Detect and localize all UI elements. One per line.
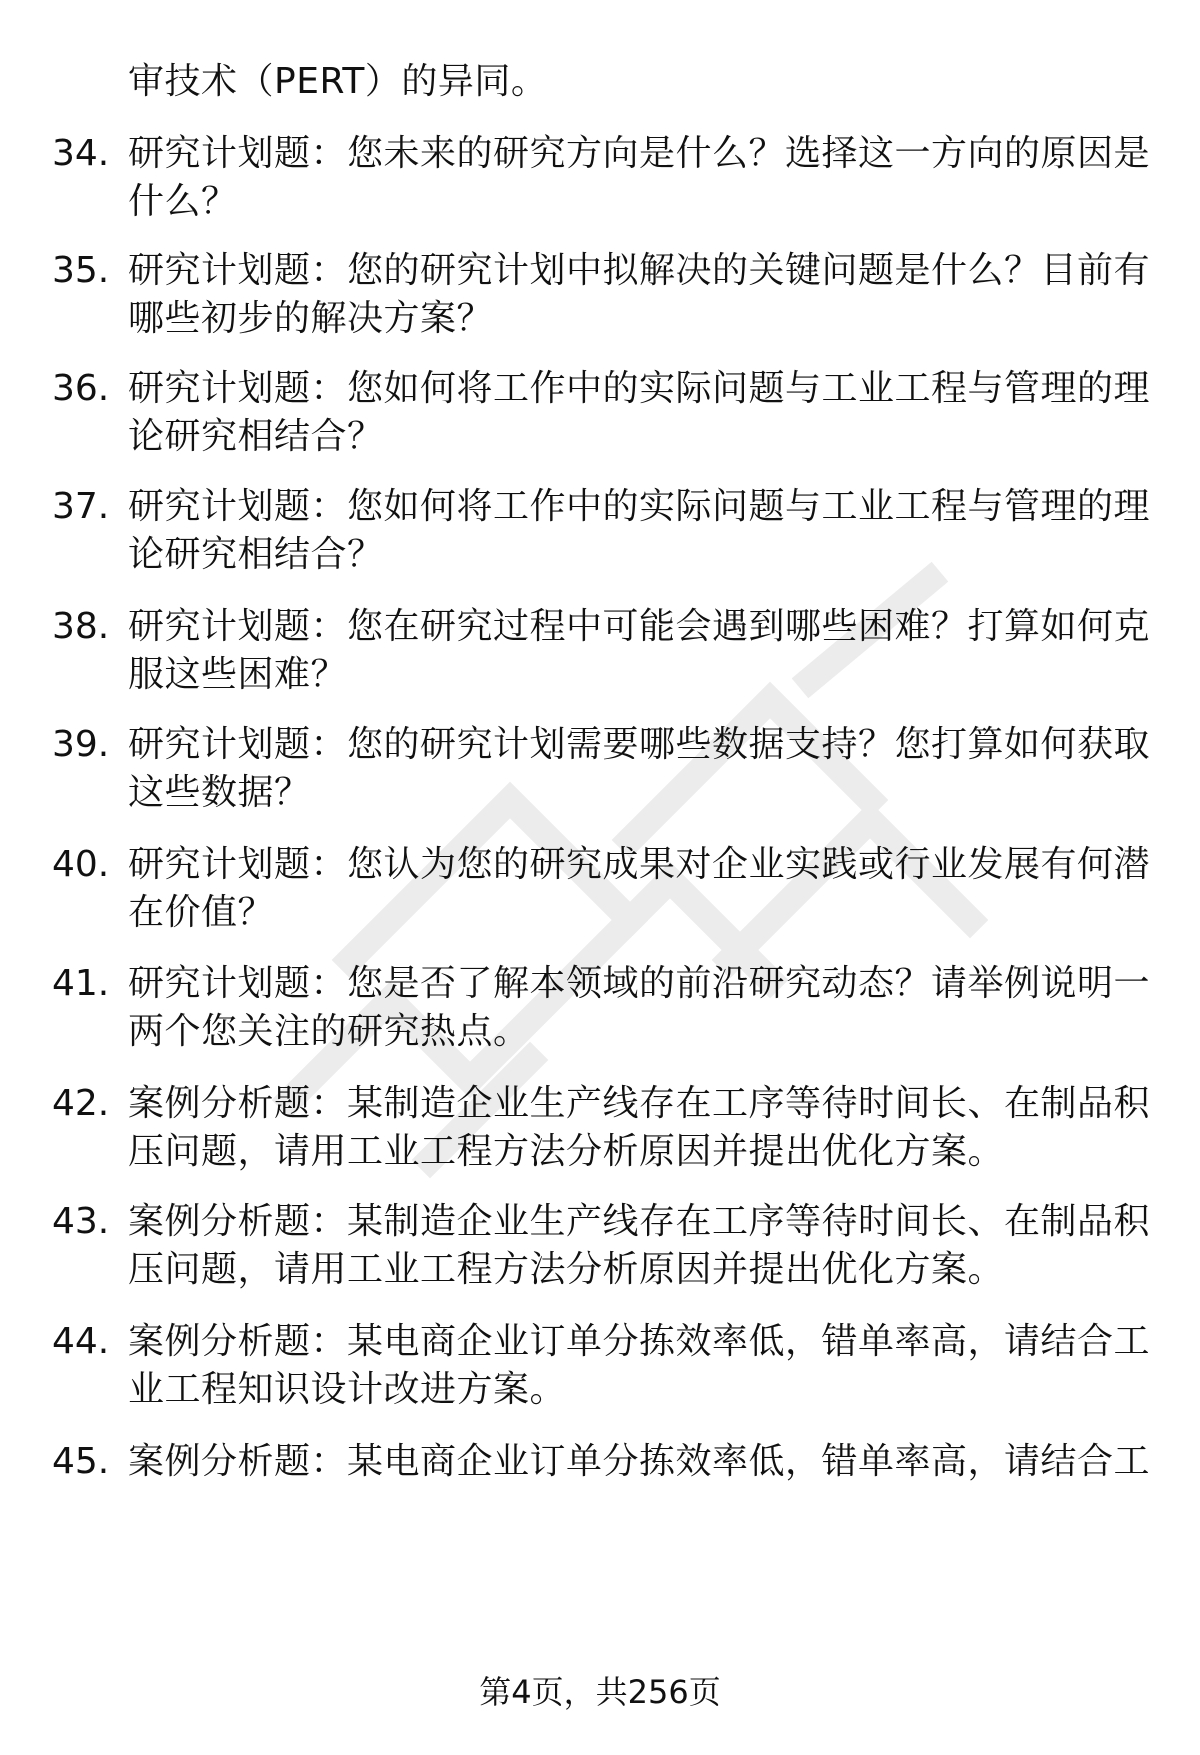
question-number: 34. [52, 133, 110, 174]
continuation-line: 审技术（PERT）的异同。 [128, 61, 548, 102]
question-text-line: 业工程知识设计改进方案。 [128, 1369, 567, 1410]
question-text-line: 研究计划题：您如何将工作中的实际问题与工业工程与管理的理 [128, 368, 1151, 409]
page-footer: 第4页，共256页 [479, 1673, 721, 1711]
question-text-line: 哪些初步的解决方案？ [128, 298, 494, 339]
question-text-line: 研究计划题：您认为您的研究成果对企业实践或行业发展有何潜 [128, 844, 1151, 885]
question-text-line: 什么？ [128, 181, 238, 222]
question-text-line: 压问题，请用工业工程方法分析原因并提出优化方案。 [128, 1131, 1005, 1172]
question-text-line: 两个您关注的研究热点。 [128, 1011, 530, 1052]
question-text-line: 论研究相结合？ [128, 416, 384, 457]
question-number: 36. [52, 368, 110, 409]
question-text-line: 这些数据？ [128, 772, 311, 813]
question-number: 44. [52, 1321, 110, 1362]
question-number: 45. [52, 1441, 110, 1482]
question-text-line: 在价值？ [128, 892, 275, 933]
question-number: 42. [52, 1083, 110, 1124]
question-text-line: 论研究相结合？ [128, 534, 384, 575]
question-text-line: 案例分析题：某电商企业订单分拣效率低，错单率高，请结合工 [128, 1441, 1151, 1482]
question-text-line: 研究计划题：您如何将工作中的实际问题与工业工程与管理的理 [128, 486, 1151, 527]
question-text-line: 服这些困难？ [128, 654, 348, 695]
question-number: 35. [52, 250, 110, 291]
question-text-line: 研究计划题：您在研究过程中可能会遇到哪些困难？打算如何克 [128, 606, 1151, 647]
question-number: 41. [52, 963, 110, 1004]
question-text-line: 案例分析题：某电商企业订单分拣效率低，错单率高，请结合工 [128, 1321, 1151, 1362]
question-number: 43. [52, 1201, 110, 1242]
question-text-line: 案例分析题：某制造企业生产线存在工序等待时间长、在制品积 [128, 1201, 1151, 1242]
question-text-line: 压问题，请用工业工程方法分析原因并提出优化方案。 [128, 1249, 1005, 1290]
question-number: 37. [52, 486, 110, 527]
question-number: 38. [52, 606, 110, 647]
question-text-line: 研究计划题：您的研究计划需要哪些数据支持？您打算如何获取 [128, 724, 1151, 765]
question-number: 40. [52, 844, 110, 885]
question-text-line: 研究计划题：您的研究计划中拟解决的关键问题是什么？目前有 [128, 250, 1151, 291]
question-text-line: 案例分析题：某制造企业生产线存在工序等待时间长、在制品积 [128, 1083, 1151, 1124]
question-text-line: 研究计划题：您是否了解本领域的前沿研究动态？请举例说明一 [128, 963, 1151, 1004]
question-text-line: 研究计划题：您未来的研究方向是什么？选择这一方向的原因是 [128, 133, 1151, 174]
question-number: 39. [52, 724, 110, 765]
